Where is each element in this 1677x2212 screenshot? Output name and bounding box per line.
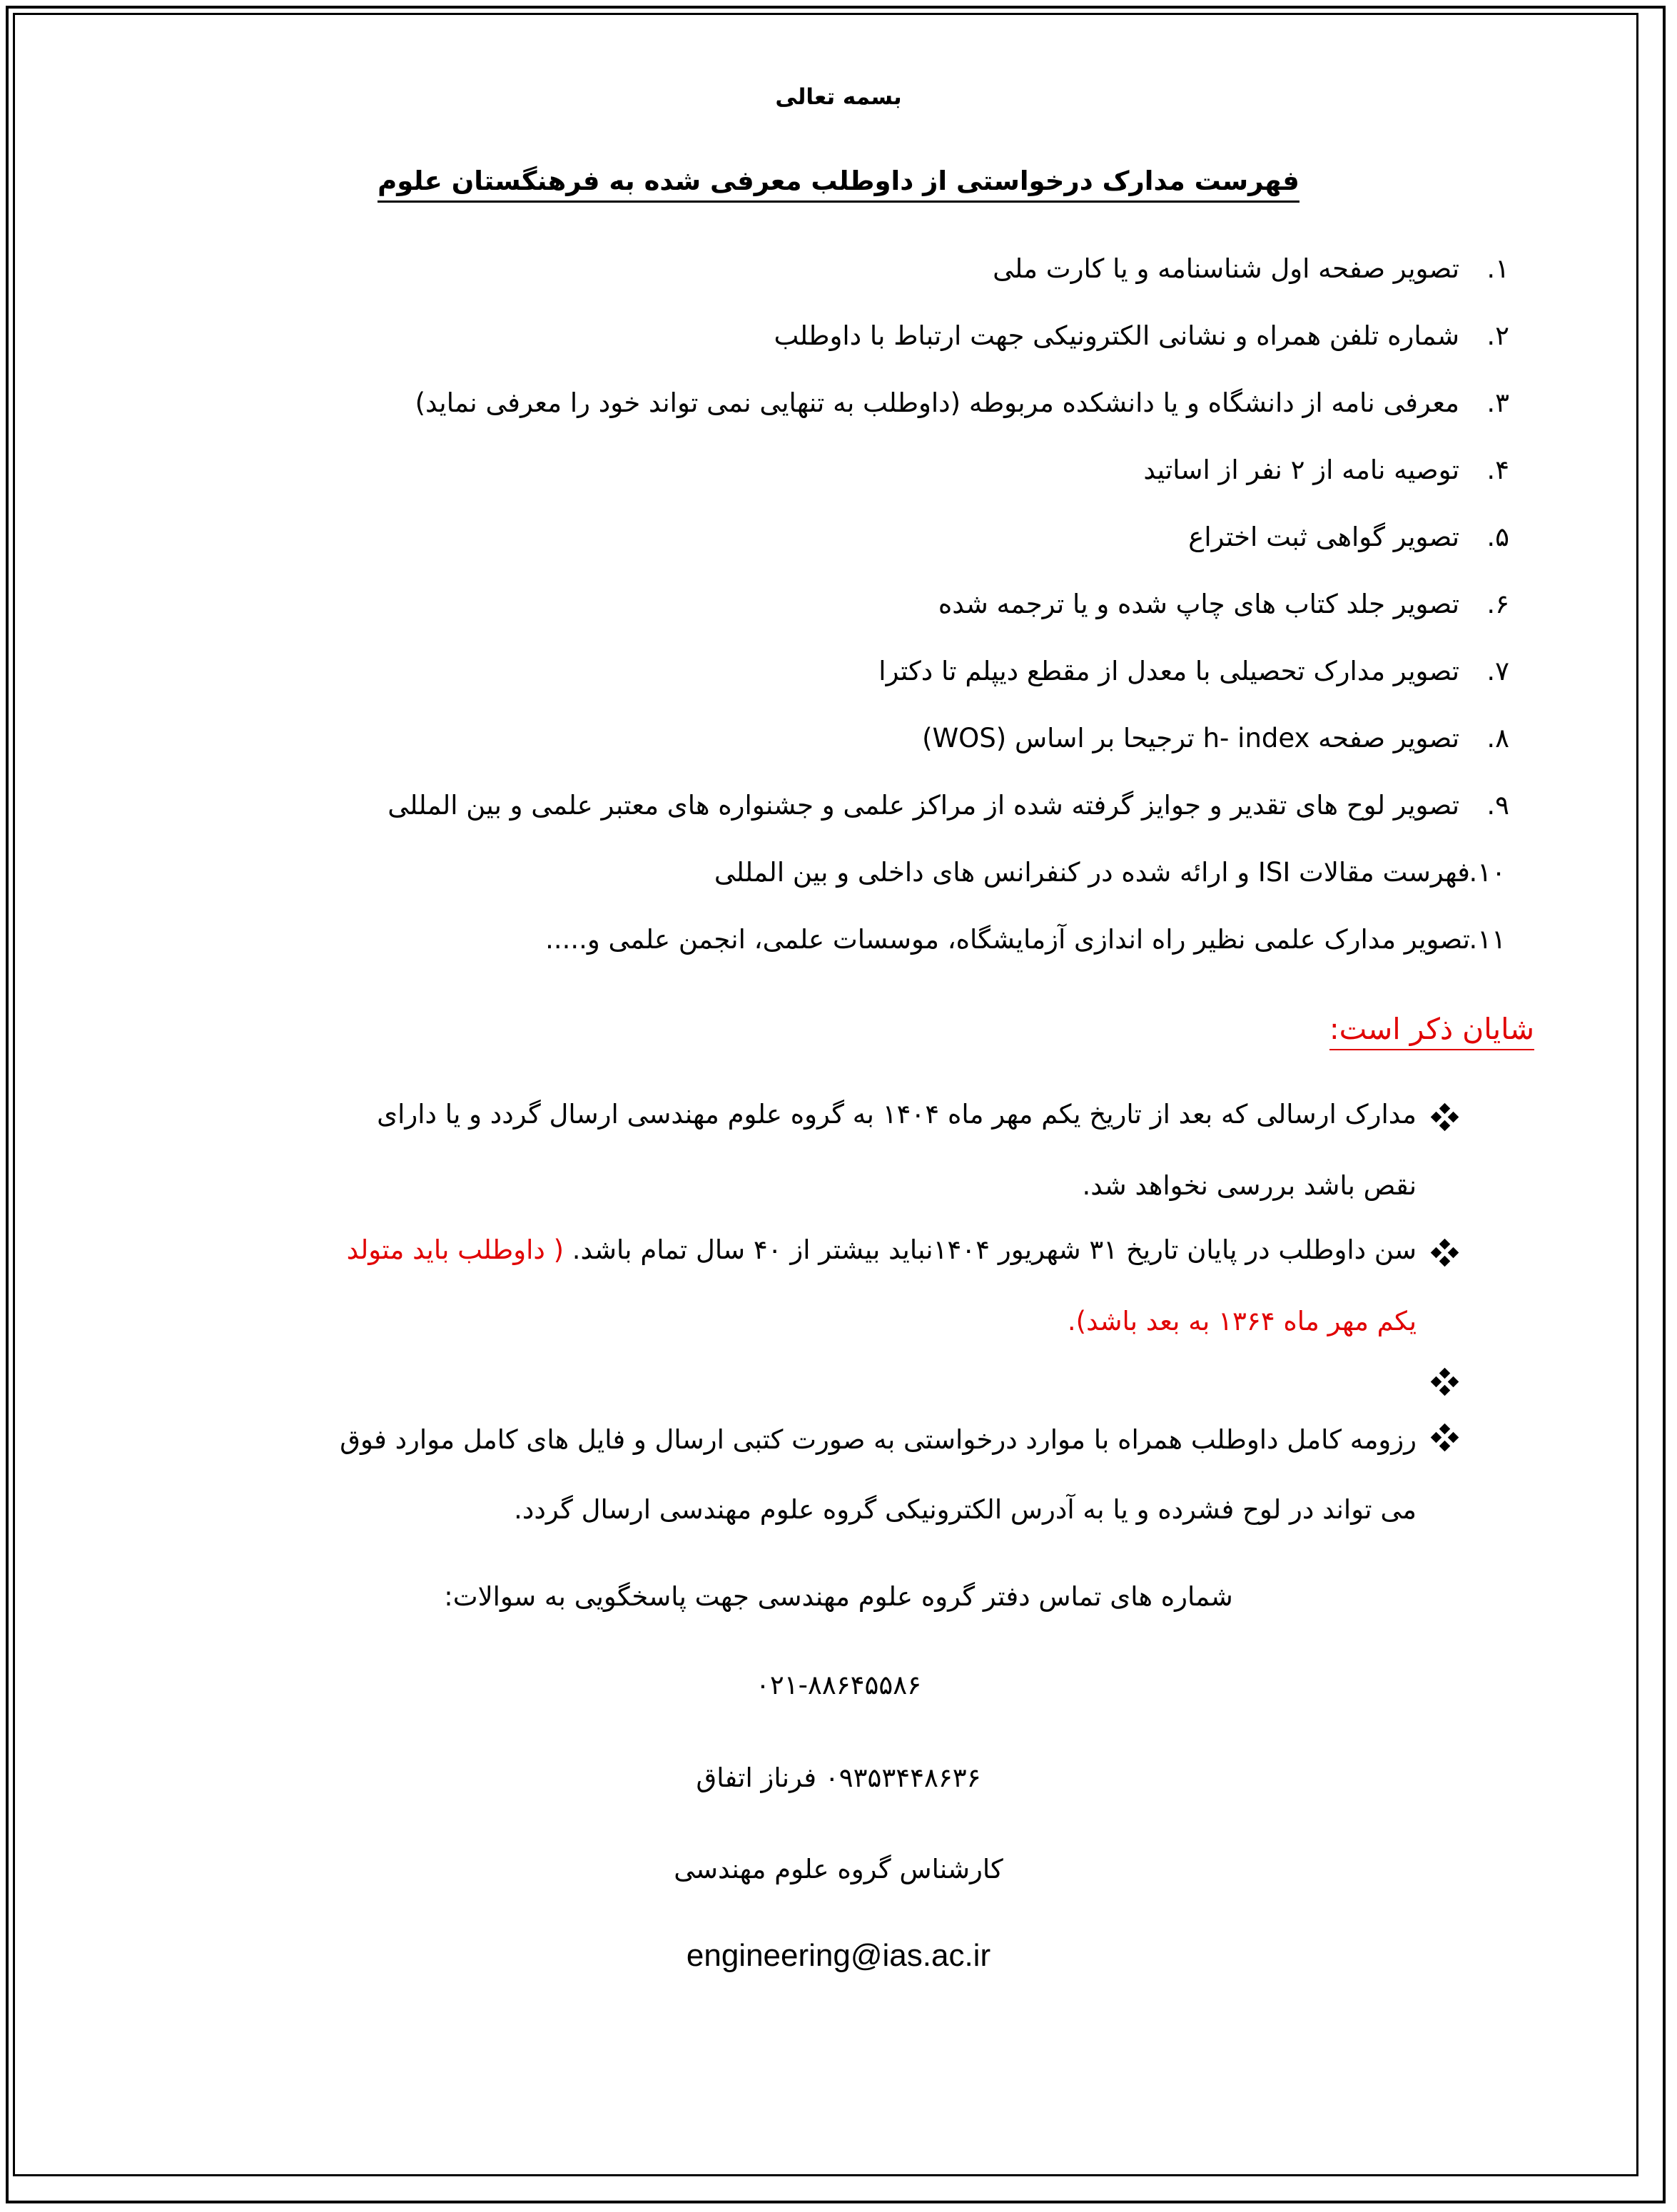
note-1-line-1: مدارک ارسالی که بعد از تاریخ یکم مهر ماه ۱۴۰۴ به گروه علوم مهندسی ارسال گردد و یا دارای (377, 1099, 1417, 1130)
note-1-line-2: نقص باشد بررسی نخواهد شد. (1082, 1170, 1417, 1201)
note-2-red-text: ( داوطلب باید متولد (346, 1234, 572, 1265)
list-item-text: توصیه نامه از ۲ نفر از اساتید (1143, 455, 1459, 485)
list-item-text: معرفی نامه از دانشگاه و یا دانشکده مربوطه (داوطلب به تنهایی نمی تواند خود را معرفی نماید) (415, 387, 1459, 418)
list-item-number: ۴. (1486, 455, 1509, 485)
list-item (878, 656, 1509, 686)
diamond-bullet-icon (1431, 1239, 1459, 1267)
document-title (0, 166, 1677, 196)
diamond-bullet-icon (1431, 1368, 1459, 1396)
list-item-text: تصویر مدارک تحصیلی با معدل از مقطع دیپلم تا دکترا (878, 656, 1459, 686)
list-item (993, 253, 1509, 284)
contact-phone: ۰۲۱-۸۸۶۴۵۵۸۶ (756, 1670, 921, 1700)
list-item (1188, 522, 1509, 552)
list-item-text: تصویر صفحه h- index ترجیحا بر اساس (WOS) (922, 723, 1459, 754)
list-item-text: تصویر مدارک علمی نظیر راه اندازی آزمایشگاه، موسسات علمی، انجمن علمی و..... (545, 924, 1470, 955)
diamond-bullet-icon (1431, 1103, 1459, 1132)
list-item-text: تصویر جلد کتاب های چاپ شده و یا ترجمه شده (938, 589, 1459, 619)
list-item (545, 924, 1506, 955)
list-item-number: ۱. (1486, 253, 1509, 284)
list-item (938, 589, 1509, 619)
list-item (415, 387, 1509, 418)
contact-mobile: ۰۹۳۵۳۴۴۸۶۳۶ فرناز اتفاق (696, 1762, 981, 1793)
list-item-number: ۶. (1486, 589, 1509, 619)
contact-role: کارشناس گروه علوم مهندسی (674, 1854, 1003, 1884)
list-item-text: تصویر لوح های تقدیر و جوایز گرفته شده از مراکز علمی و جشنواره های معتبر علمی و بین المللی (387, 790, 1459, 821)
diamond-bullet-icon (1431, 1424, 1459, 1452)
list-item-number: ۵. (1486, 522, 1509, 552)
list-item-number: ۷. (1486, 656, 1509, 686)
list-item-number: ۳. (1486, 387, 1509, 418)
note-4-line-2: می تواند در لوح فشرده و یا به آدرس الکترونیکی گروه علوم مهندسی ارسال گردد. (514, 1494, 1417, 1525)
list-item-number: ۱۰. (1469, 857, 1506, 888)
list-item-text: تصویر گواهی ثبت اختراع (1188, 522, 1459, 552)
list-item-number: ۸. (1486, 723, 1509, 754)
list-item-text: تصویر صفحه اول شناسنامه و یا کارت ملی (993, 253, 1459, 284)
list-item (774, 320, 1509, 351)
list-item-text: فهرست مقالات ISI و ارائه شده در کنفرانس های داخلی و بین المللی (714, 857, 1470, 888)
list-item-number: ۹. (1486, 790, 1509, 821)
contact-intro: شماره های تماس دفتر گروه علوم مهندسی جهت پاسخگویی به سوالات: (444, 1581, 1233, 1612)
notes-title-text: شایان ذکر است: (1329, 1012, 1534, 1050)
list-item-number: ۲. (1486, 320, 1509, 351)
note-4-line-1: رزومه کامل داوطلب همراه با موارد درخواستی به صورت کتبی ارسال و فایل های کامل موارد فوق (340, 1424, 1417, 1455)
note-2-text: سن داوطلب در پایان تاریخ ۳۱ شهریور ۱۴۰۴نباید بیشتر از ۴۰ سال تمام باشد. (572, 1234, 1417, 1265)
document-title-text: فهرست مدارک درخواستی از داوطلب معرفی شده به فرهنگستان علوم (378, 166, 1299, 203)
note-2-line-2: یکم مهر ماه ۱۳۶۴ به بعد باشد). (1067, 1306, 1417, 1336)
heading-basmala: بسمه تعالی (775, 84, 902, 110)
contact-email[interactable]: engineering@ias.ac.ir (686, 1938, 991, 1973)
notes-title (1329, 1012, 1534, 1046)
list-item (1143, 455, 1509, 485)
list-item (714, 857, 1506, 888)
list-item-number: ۱۱. (1469, 924, 1506, 955)
list-item-text: شماره تلفن همراه و نشانی الکترونیکی جهت ارتباط با داوطلب (774, 320, 1459, 351)
list-item (922, 723, 1509, 754)
list-item (387, 790, 1509, 821)
note-2-line-1 (347, 1234, 1417, 1265)
